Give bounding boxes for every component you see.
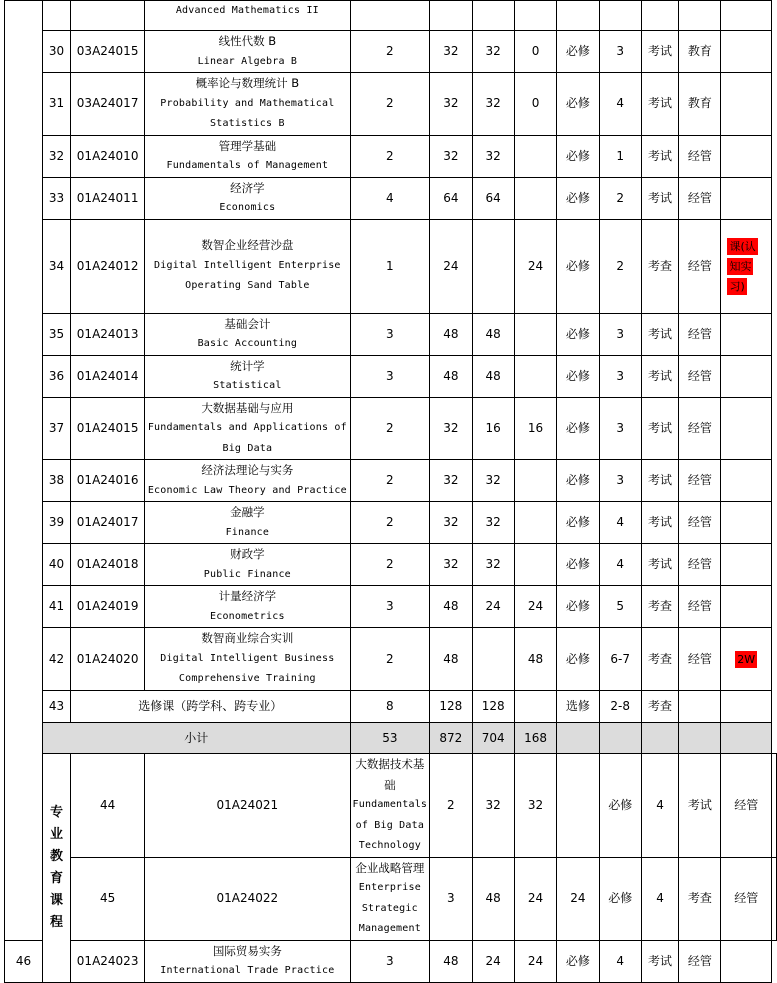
cell-theory: 32	[472, 73, 514, 136]
course-code: 01A24011	[71, 177, 145, 219]
cell-dept: 经管	[679, 313, 721, 355]
cell-credit: 2	[430, 754, 472, 858]
row-number: 41	[42, 586, 70, 628]
course-name-cell	[145, 1, 350, 31]
course-code: 01A24014	[71, 355, 145, 397]
cell-type: 必修	[557, 313, 599, 355]
table-row	[5, 586, 777, 628]
cell-note	[721, 544, 772, 586]
table-row	[5, 857, 777, 940]
cell-theory: 32	[472, 502, 514, 544]
cell-note	[721, 460, 772, 502]
cell-credit: 2	[350, 544, 430, 586]
cell-term: 4	[599, 544, 641, 586]
course-name-en: Statistical	[213, 380, 282, 391]
cell-note	[721, 73, 772, 136]
cell-theory: 32	[472, 460, 514, 502]
table-row	[5, 31, 777, 73]
subtotal-credit: 53	[350, 723, 430, 754]
cell-theory: 128	[472, 691, 514, 723]
cell-assess: 考试	[679, 754, 721, 858]
cell-hours: 24	[430, 219, 472, 313]
course-code: 01A24017	[71, 502, 145, 544]
cell-theory	[472, 628, 514, 691]
course-name-en: International Trade Practice	[160, 965, 335, 976]
cell-hours: 64	[430, 177, 472, 219]
cell-note	[721, 628, 772, 691]
row-number: 40	[42, 544, 70, 586]
cell-note	[721, 502, 772, 544]
cell-theory: 16	[472, 397, 514, 460]
course-code: 01A24012	[71, 219, 145, 313]
red-note-highlight: 习)	[729, 279, 745, 293]
row-number: 30	[42, 31, 70, 73]
cell-practice	[514, 460, 556, 502]
course-name-cn: 大数据基础与应用	[201, 400, 294, 415]
table-row	[5, 313, 777, 355]
cell-term: 5	[599, 586, 641, 628]
cell-term: 3	[599, 31, 641, 73]
row-number: 42	[42, 628, 70, 691]
cell-note	[772, 754, 777, 858]
course-name-cell	[145, 460, 350, 502]
course-name-cn: 基础会计	[224, 316, 271, 331]
cell-practice	[514, 177, 556, 219]
course-code: 01A24020	[71, 628, 145, 691]
course-name-cell	[145, 31, 350, 73]
cell-theory: 24	[472, 586, 514, 628]
cell-dept: 经管	[679, 544, 721, 586]
cell-note	[721, 940, 772, 982]
cell-note	[721, 355, 772, 397]
cell-dept: 经管	[679, 397, 721, 460]
cell-type: 必修	[557, 586, 599, 628]
row-number: 37	[42, 397, 70, 460]
table-row	[5, 544, 777, 586]
cell-theory: 32	[472, 135, 514, 177]
cell-dept: 经管	[679, 460, 721, 502]
cell-hours: 32	[472, 754, 514, 858]
table-row	[5, 628, 777, 691]
course-name-cn: 计量经济学	[218, 589, 277, 603]
course-code: 01A24018	[71, 544, 145, 586]
table-row	[5, 460, 777, 502]
course-code: 03A24017	[71, 73, 145, 136]
table-row	[5, 754, 777, 858]
course-name-cn: 管理学基础	[218, 138, 277, 153]
cell-assess: 考试	[641, 397, 679, 460]
cell-practice	[514, 135, 556, 177]
cell-term: 4	[599, 502, 641, 544]
cell-credit: 8	[350, 691, 430, 723]
cell-hours: 32	[430, 544, 472, 586]
cell-theory: 64	[472, 177, 514, 219]
cell-note	[721, 31, 772, 73]
cell-type: 必修	[557, 502, 599, 544]
cell-dept: 经管	[679, 940, 721, 982]
cell-term: 2	[599, 177, 641, 219]
subtotal-label: 小计	[42, 723, 350, 754]
course-name-cell	[145, 73, 350, 136]
course-name-cn: 财政学	[230, 547, 265, 561]
course-name-cell	[350, 754, 430, 858]
subtotal-practice: 168	[514, 723, 556, 754]
cell-theory: 32	[472, 31, 514, 73]
cell-theory	[472, 219, 514, 313]
cell-practice: 16	[514, 397, 556, 460]
course-code: 01A24021	[145, 754, 350, 858]
cell-dept: 经管	[679, 586, 721, 628]
cell-term: 4	[641, 754, 679, 858]
cell-practice	[514, 355, 556, 397]
cell-credit: 2	[350, 397, 430, 460]
cell-practice	[557, 754, 599, 858]
table-row	[5, 135, 777, 177]
course-name-cell	[145, 628, 350, 691]
cell-dept: 经管	[679, 502, 721, 544]
curriculum-table	[4, 0, 777, 983]
table-row	[5, 177, 777, 219]
course-name-en: Linear Algebra B	[197, 55, 298, 67]
red-note-highlight: 2W	[737, 652, 756, 666]
course-name-cn: 数智企业经营沙盘	[201, 238, 294, 253]
table-row	[5, 73, 777, 136]
cell-dept: 经管	[679, 177, 721, 219]
course-name-cell	[145, 940, 350, 982]
cell-note	[721, 135, 772, 177]
cell-type: 必修	[557, 940, 599, 982]
course-name-en: Digital Intelligent Business Comprehensive Training	[160, 652, 335, 685]
table-row	[5, 219, 777, 313]
cell-type: 必修	[557, 73, 599, 136]
cell-hours: 48	[430, 313, 472, 355]
cell-term: 1	[599, 135, 641, 177]
course-code: 01A24015	[71, 397, 145, 460]
subtotal-theory: 704	[472, 723, 514, 754]
row-number: 31	[42, 73, 70, 136]
row-number: 32	[42, 135, 70, 177]
cell-type: 必修	[557, 177, 599, 219]
cell-assess: 考查	[641, 628, 679, 691]
course-code: 01A24016	[71, 460, 145, 502]
course-name-cn: 线性代数 B	[218, 34, 277, 48]
course-code: 01A24013	[71, 313, 145, 355]
cell-hours: 32	[430, 31, 472, 73]
cell-type: 必修	[557, 460, 599, 502]
course-name-en: Public Finance	[203, 568, 291, 580]
cell-practice: 24	[514, 586, 556, 628]
course-name-cn: 经济法理论与实务	[201, 463, 294, 477]
course-name-en: Probability and Mathematical Statistics B	[160, 97, 335, 129]
red-note-highlight: 知实	[729, 259, 752, 273]
cell-hours: 48	[430, 355, 472, 397]
table-row	[5, 691, 777, 723]
cell-term: 3	[599, 460, 641, 502]
cell-hours: 32	[430, 73, 472, 136]
course-name-cell	[145, 177, 350, 219]
cell-dept: 经管	[679, 628, 721, 691]
row-number: 45	[71, 857, 145, 940]
cell-practice: 0	[514, 31, 556, 73]
row-number: 36	[42, 355, 70, 397]
category-cell-general	[5, 1, 43, 941]
course-code	[71, 1, 145, 31]
cell-hours: 48	[430, 940, 472, 982]
course-name-cn: 统计学	[230, 358, 265, 373]
row-number: 35	[42, 313, 70, 355]
cell-credit: 3	[350, 940, 430, 982]
cell-note	[772, 857, 777, 940]
cell-practice: 24	[557, 857, 599, 940]
cell-term: 3	[599, 397, 641, 460]
cell-note	[721, 313, 772, 355]
cell-type: 必修	[557, 628, 599, 691]
elective-label: 选修课（跨学科、跨专业）	[71, 691, 350, 723]
cell-practice: 24	[514, 219, 556, 313]
cell-hours: 48	[430, 628, 472, 691]
cell-dept	[679, 691, 721, 723]
course-name-en: Economics	[219, 202, 276, 213]
row-number: 38	[42, 460, 70, 502]
cell-assess: 考试	[641, 502, 679, 544]
course-name-cn: 金融学	[230, 505, 265, 519]
course-code: 03A24015	[71, 31, 145, 73]
course-name-cn: 大数据技术基础	[355, 757, 425, 792]
row-number: 33	[42, 177, 70, 219]
cell-credit: 3	[350, 586, 430, 628]
course-name-en: Econometrics	[210, 610, 285, 622]
course-name-cn: 经济学	[230, 180, 265, 195]
cell-type: 必修	[557, 219, 599, 313]
course-name-cell	[145, 135, 350, 177]
course-name-en: Basic Accounting	[197, 338, 298, 349]
table-row	[5, 355, 777, 397]
cell-type: 必修	[557, 397, 599, 460]
cell-dept: 经管	[679, 219, 721, 313]
cell-practice	[514, 691, 556, 723]
course-code: 01A24010	[71, 135, 145, 177]
cell-assess: 考试	[641, 177, 679, 219]
cell-assess: 考查	[641, 586, 679, 628]
cell-credit: 3	[350, 355, 430, 397]
cell-credit: 3	[350, 313, 430, 355]
cell-dept: 教育	[679, 31, 721, 73]
table-row	[5, 502, 777, 544]
cell-term: 3	[599, 313, 641, 355]
cell-practice: 24	[514, 940, 556, 982]
table-row	[5, 1, 777, 31]
cell-credit: 2	[350, 31, 430, 73]
cell-term: 4	[599, 940, 641, 982]
subtotal-hours: 872	[430, 723, 472, 754]
cell-practice	[514, 313, 556, 355]
course-code: 01A24019	[71, 586, 145, 628]
cell-term: 2	[599, 219, 641, 313]
course-name-cell	[145, 313, 350, 355]
cell-term: 2-8	[599, 691, 641, 723]
cell-credit: 2	[350, 73, 430, 136]
course-name-en: Digital Intelligent Enterprise Operating Sand Table	[154, 259, 341, 292]
cell-hours: 48	[430, 586, 472, 628]
cell-credit: 3	[430, 857, 472, 940]
cell-assess: 考试	[641, 73, 679, 136]
cell-practice: 48	[514, 628, 556, 691]
cell-assess: 考试	[641, 544, 679, 586]
cell-note	[721, 691, 772, 723]
cell-note	[721, 397, 772, 460]
cell-theory: 48	[472, 313, 514, 355]
cell-credit: 2	[350, 460, 430, 502]
course-name-en: Fundamentals of Big Data Technology	[352, 799, 428, 851]
cell-assess: 考试	[641, 135, 679, 177]
cell-term: 4	[599, 73, 641, 136]
row-number	[42, 1, 70, 31]
subtotal-row	[5, 723, 777, 754]
cell-assess: 考试	[641, 31, 679, 73]
cell-note	[721, 177, 772, 219]
cell-hours: 48	[472, 857, 514, 940]
cell-assess: 考查	[679, 857, 721, 940]
cell-hours: 32	[430, 502, 472, 544]
cell-note	[721, 219, 772, 313]
cell-credit: 4	[350, 177, 430, 219]
cell-theory: 32	[514, 754, 556, 858]
course-name-en: Advanced Mathematics II	[175, 5, 319, 16]
course-code: 01A24022	[145, 857, 350, 940]
course-name-cn: 概率论与数理统计 B	[195, 76, 300, 90]
course-name-cell	[145, 397, 350, 460]
course-name-cell	[145, 586, 350, 628]
course-name-cn: 企业战略管理	[355, 860, 425, 875]
cell-assess: 考查	[641, 691, 679, 723]
course-name-cn: 数智商业综合实训	[201, 631, 294, 646]
table-row	[5, 940, 777, 982]
cell-dept: 经管	[679, 355, 721, 397]
cell-type: 必修	[599, 754, 641, 858]
row-number: 34	[42, 219, 70, 313]
cell-hours: 32	[430, 460, 472, 502]
cell-practice: 0	[514, 73, 556, 136]
cell-term: 4	[641, 857, 679, 940]
course-name-en: Fundamentals and Applications of Big Data	[147, 422, 347, 454]
cell-type: 必修	[557, 135, 599, 177]
cell-type: 必修	[557, 31, 599, 73]
cell-hours: 32	[430, 135, 472, 177]
cell-theory: 48	[472, 355, 514, 397]
cell-assess: 考试	[641, 940, 679, 982]
course-name-en: Enterprise Strategic Management	[358, 882, 421, 934]
course-name-cn: 国际贸易实务	[212, 943, 282, 958]
course-name-cell	[145, 544, 350, 586]
cell-assess: 考试	[641, 355, 679, 397]
cell-assess: 考查	[641, 219, 679, 313]
cell-theory: 24	[472, 940, 514, 982]
cell-dept: 经管	[679, 135, 721, 177]
cell-theory: 32	[472, 544, 514, 586]
cell-dept: 经管	[721, 857, 772, 940]
course-name-en: Economic Law Theory and Practice	[147, 484, 347, 496]
course-name-cell	[145, 355, 350, 397]
category-cell-professional: 专 业 教 育 课 程	[42, 754, 70, 983]
course-name-en: Finance	[225, 526, 270, 538]
cell-hours: 32	[430, 397, 472, 460]
cell-assess: 考试	[641, 460, 679, 502]
cell-dept: 教育	[679, 73, 721, 136]
cell-type: 必修	[557, 355, 599, 397]
cell-assess: 考试	[641, 313, 679, 355]
cell-credit: 1	[350, 219, 430, 313]
course-name-cell	[350, 857, 430, 940]
row-number: 44	[71, 754, 145, 858]
cell-dept: 经管	[721, 754, 772, 858]
cell-credit: 2	[350, 135, 430, 177]
row-number: 39	[42, 502, 70, 544]
cell-term: 3	[599, 355, 641, 397]
table-row	[5, 397, 777, 460]
course-name-cell	[145, 502, 350, 544]
cell-practice	[514, 544, 556, 586]
cell-note	[721, 586, 772, 628]
cell-term: 6-7	[599, 628, 641, 691]
cell-practice	[514, 502, 556, 544]
cell-theory: 24	[514, 857, 556, 940]
cell-type: 必修	[557, 544, 599, 586]
cell-hours: 128	[430, 691, 472, 723]
cell-type: 必修	[599, 857, 641, 940]
cell-credit: 2	[350, 628, 430, 691]
cell-credit: 2	[350, 502, 430, 544]
row-number: 46	[5, 940, 43, 982]
course-code: 01A24023	[71, 940, 145, 982]
red-note-highlight: 课(认	[729, 239, 756, 253]
course-name-en: Fundamentals of Management	[166, 160, 329, 171]
cell-type: 选修	[557, 691, 599, 723]
row-number: 43	[42, 691, 70, 723]
course-name-cell	[145, 219, 350, 313]
